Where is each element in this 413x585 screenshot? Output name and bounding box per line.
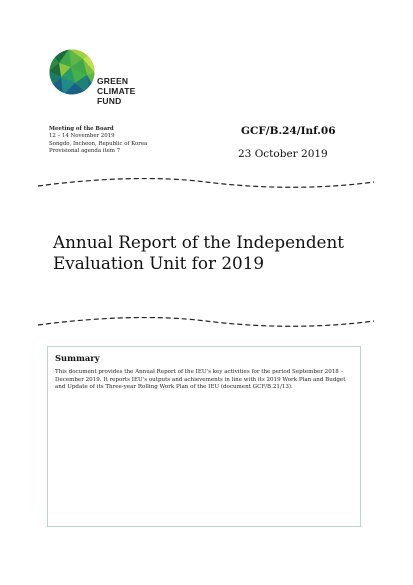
meeting-heading: Meeting of the Board (49, 126, 114, 132)
summary-heading: Summary (55, 353, 100, 363)
meeting-info (49, 126, 209, 156)
logo-line-climate: CLIMATE (97, 86, 136, 96)
summary-box (47, 346, 361, 527)
page-title (53, 232, 373, 274)
logo-line-fund: FUND (97, 96, 122, 106)
title-line-1: Annual Report of the Independent (53, 232, 345, 252)
dashed-wave-separator-bottom (38, 317, 374, 329)
dashed-wave-separator-top (38, 178, 374, 190)
meeting-location: Songdo, Incheon, Republic of Korea (49, 140, 148, 147)
logo-wordmark (97, 76, 136, 106)
document-id: GCF/B.24/Inf.06 (241, 125, 336, 137)
title-line-2: Evaluation Unit for 2019 (53, 253, 265, 273)
globe-logo-icon (49, 49, 95, 95)
gcf-logo (49, 49, 169, 109)
meeting-agenda: Provisional agenda item 7 (49, 148, 121, 155)
meeting-dates: 12 – 14 November 2019 (49, 133, 115, 140)
logo-line-green: GREEN (97, 76, 129, 86)
document-date: 23 October 2019 (238, 148, 328, 160)
summary-text: This document provides the Annual Report of the IEU's key activities for the period September 2018 – December 2019. It reports IEU's outputs and achievements in line with its 2019 Work Plan and Budget and Update of its Three-year Rolling Work Plan of the IEU (document GCF/B.21/13). (55, 369, 346, 391)
